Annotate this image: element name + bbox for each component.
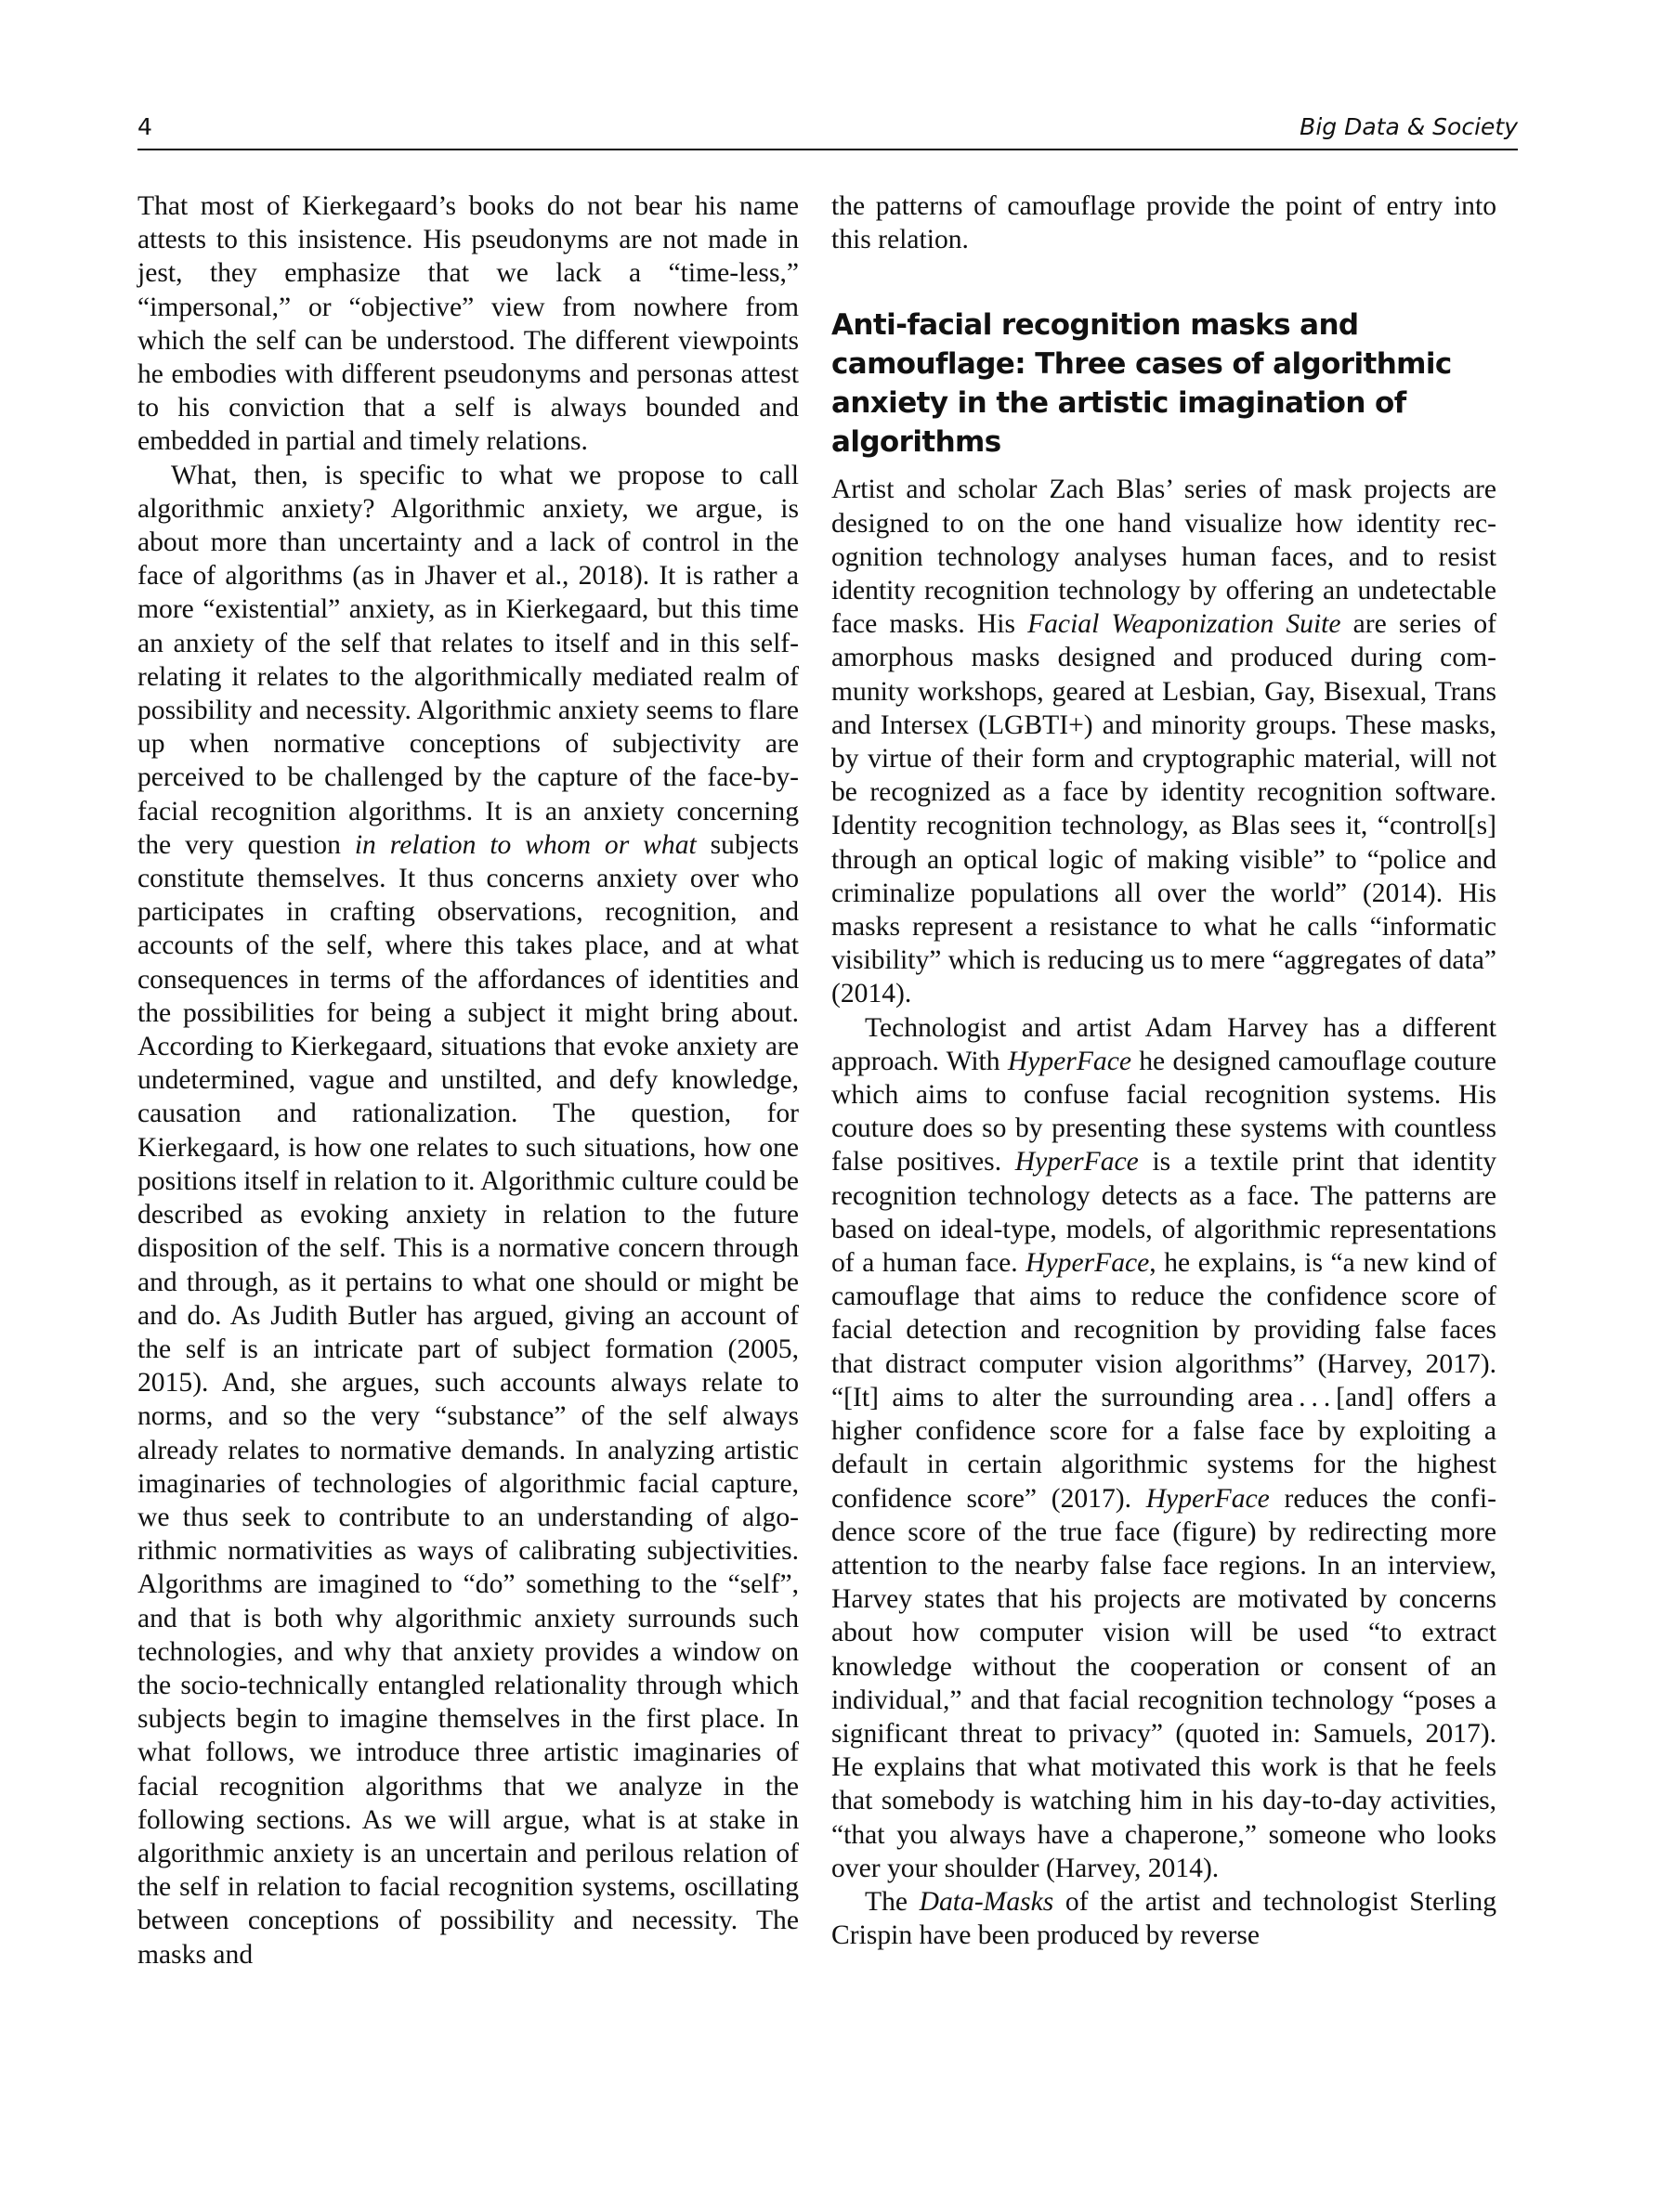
journal-title: Big Data & Society [1300, 113, 1518, 140]
paragraph [831, 189, 1496, 256]
italic-title: in relation to whom or what [354, 829, 697, 860]
italic-title: Data-Masks [919, 1886, 1054, 1917]
text-run: Artist and scholar Zach Blas’ series of mask projects are designed to on the one hand visualize how identity recognition technology analyses human faces, and to resist identity recognition technology by offering an undetectable face masks. His [831, 475, 1496, 640]
paragraph [831, 1885, 1496, 1952]
text-run: are series of amorphous masks designed and produced during community workshops, geared at Lesbian, Gay, Bisexual, Trans and Intersex (LGBTI+) and minority groups. These masks, by virtue of their form and cryptographic material, will not be recognized as a face by identity recognition software. Identity recognition technology, as Blas sees it, “control[s] through an optical logic of making visible” to “police and criminalize populations all over the world” (2014). His masks represent a resistance to what he calls “informatic visibility” which is reducing us to mere “aggregates of data” (2014). [831, 609, 1496, 1009]
text-run: subjects constitute themselves. It thus concerns anxiety over who participates in crafting observations, recognition, and accounts of the self, where this takes place, and at what consequences in terms of the affordances of identities and the possibilities for being a subject it might bring about. According to Kierkegaard, situations that evoke anxiety are undetermined, vague and unstilted, and defy knowledge, causation and rationalization. The question, for Kierkegaard, is how one relates to such situations, how one positions itself in relation to it. Algorithmic culture could be described as evoking anxiety in relation to the future disposition of the self. This is a normative concern through and through, as it pertains to what one should or might be and do. As Judith Butler has argued, giving an account of the self is an intricate part of subject formation (2005, 2015). And, she argues, such accounts always relate to norms, and so the very “substance” of the self always already relates to normative demands. In analyzing artistic imaginaries of technologies of algorithmic facial capture, we thus seek to contribute to an understanding of algorithmic normativities as ways of calibrating subjectivities. Algorithms are imagined to “do” something to the “self”, and that is both why algorithmic anxiety surrounds such technologies, and why that anxiety provides a window on the socio-technically entangled relationality through which subjects begin to imagine themselves in the first place. In what follows, we introduce three artistic imaginaries of facial recognition algorithms that we analyze in the following sections. As we will argue, what is at stake in algorithmic anxiety is an uncertain and perilous relation of the self in relation to facial recognition systems, oscillating between conceptions of possibility and necessity. The masks and [137, 829, 799, 1970]
text-run: the patterns of camouflage provide the point of entry into this relation. [831, 191, 1496, 255]
text-run: reduces the confidence score of the true face (figure) by redirecting more attention to the nearby false face regions. In an interview, Harvey states that his projects are motivated by concerns about how computer vision will be used “to extract knowledge without the cooperation or consent of an individual,” and that facial recognition technology “poses a significant threat to privacy” (quoted in: Samuels, 2017). He explains that what motivated this work is that he feels that somebody is watching him in his day-to-day activities, “that you always have a chaperone,” someone who looks over your shoulder (Harvey, 2014). [831, 1483, 1496, 1883]
italic-title: HyperFace [1007, 1046, 1131, 1076]
section-heading: Anti-facial recognition masks and camouflage: Three cases of algorithmic anxiety in the artistic imagination of algorithms [831, 308, 1452, 460]
italic-title: Facial Weaponization Suite [1027, 609, 1341, 640]
text-run: of the artist and technologist Sterling Crispin have been produced by reverse [831, 1886, 1496, 1951]
running-header [137, 113, 1518, 149]
text-run: Technologist and artist Adam Harvey has a different approach. With [831, 1012, 1496, 1076]
italic-title: HyperFace [1014, 1147, 1139, 1178]
left-column [137, 189, 799, 1971]
header-rule [137, 149, 1518, 150]
italic-title: HyperFace [1145, 1483, 1270, 1514]
right-column [831, 189, 1496, 1952]
text-run: The [865, 1886, 920, 1917]
paragraph [831, 1011, 1496, 1885]
paragraph [137, 189, 799, 459]
text-run: he designed camouflage couture which aims to confuse facial recognition systems. His couture does so by presenting these systems with countless false positives. [831, 1046, 1496, 1178]
text-run: What, then, is specific to what we propose to call algorithmic anxiety? Algorithmic anxiety, we argue, is about more than uncertainty and a lack of control in the face of algorithms (as in Jhaver et al., 2018). It is rather a more “existential” anxiety, as in Kierkegaard, but this time an anxiety of the self that relates to itself and in this self-relating it relates to the algorithmically mediated realm of possibility and necessity. Algorithmic anxiety seems to flare up when normative conceptions of subjectivity are perceived to be challenged by the capture of the face-by-facial recognition algorithms. It is an anxiety concerning the very question [137, 460, 799, 860]
text-run: That most of Kierkegaard’s books do not bear his name attests to this insistence. His pseudonyms are not made in jest, they emphasize that we lack a “time-less,” “impersonal,” or “objective” view from nowhere from which the self can be understood. The different viewpoints he embodies with different pseudonyms and personas attest to his conviction that a self is always bounded and embedded in partial and timely relations. [137, 191, 799, 457]
paragraph [831, 473, 1496, 1010]
text-run: , he explains, is “a new kind of camouflage that aims to reduce the confidence score of facial detection and recognition by providing false faces that distract computer vision algorithms” (Harvey, 2017). “[It] aims to alter the surrounding area . . . [and] offers a higher confidence score for a false face by exploiting a default in certain algorithmic systems for the highest confidence score” (2017). [831, 1248, 1497, 1514]
paragraph [137, 459, 799, 1971]
text-run: is a textile print that identity recognition technology detects as a face. The patterns are based on ideal-type, models, of algorithmic representations of a human face. [831, 1147, 1496, 1279]
italic-title: HyperFace [1025, 1248, 1150, 1279]
page-number: 4 [137, 113, 152, 140]
